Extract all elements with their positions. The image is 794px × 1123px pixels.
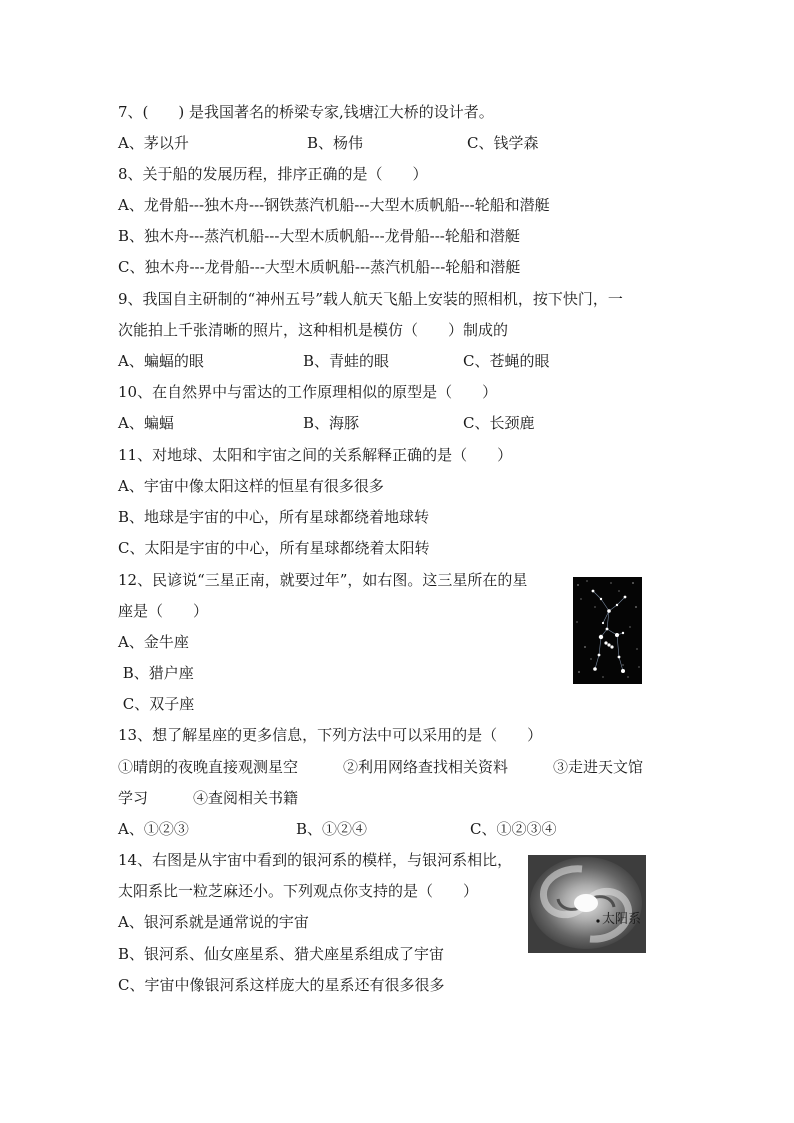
question-9-option-c: C、苍蝇的眼 (463, 352, 550, 370)
question-9-stem-line2: 次能拍上千张清晰的照片，这种相机是模仿（ ）制成的 (118, 321, 509, 339)
question-14-option-a: A、银河系就是通常说的宇宙 (118, 913, 309, 931)
question-13-option-a: A、①②③ (118, 820, 189, 838)
solar-system-label: 太阳系 (602, 912, 642, 927)
question-13-stem: 13、想了解星座的更多信息，下列方法中可以采用的是（ ） (118, 726, 543, 744)
question-14-stem-line1: 14、右图是从宇宙中看到的银河系的模样，与银河系相比， (118, 851, 513, 869)
constellation-stars (573, 577, 642, 684)
question-14-option-b: B、银河系、仙女座星系、猎犬座星系组成了宇宙 (118, 945, 445, 963)
question-12-stem-line2: 座是（ ） (118, 602, 209, 620)
question-12-option-b: B、猎户座 (118, 664, 194, 682)
question-7-option-a: A、茅以升 (118, 134, 189, 152)
question-13-methods-line1: ①晴朗的夜晚直接观测星空 ②利用网络查找相关资料 ③走进天文馆 (118, 758, 644, 776)
question-11-stem: 11、对地球、太阳和宇宙之间的关系解释正确的是（ ） (118, 446, 513, 464)
question-12-option-c: C、双子座 (118, 695, 195, 713)
question-8-option-a: A、龙骨船---独木舟---钢铁蒸汽机船---大型木质帆船---轮船和潜艇 (118, 196, 550, 214)
question-14-stem-line2: 太阳系比一粒芝麻还小。下列观点你支持的是（ ） (118, 882, 479, 900)
question-13-option-b: B、①②④ (296, 820, 368, 838)
question-12-stem-line1: 12、民谚说“三星正南，就要过年”，如右图。这三星所在的星 (118, 571, 528, 589)
question-8-option-c: C、独木舟---龙骨船---大型木质帆船---蒸汽机船---轮船和潜艇 (118, 258, 521, 276)
question-7-option-c: C、钱学森 (467, 134, 539, 152)
question-12-option-a: A、金牛座 (118, 633, 189, 651)
orion-constellation-image (573, 577, 642, 684)
galaxy-spiral (528, 855, 646, 953)
milky-way-galaxy-image (528, 855, 646, 953)
question-13-methods-line2: 学习 ④查阅相关书籍 (118, 789, 299, 807)
question-11-option-b: B、地球是宇宙的中心，所有星球都绕着地球转 (118, 508, 430, 526)
question-9-option-a: A、蝙蝠的眼 (118, 352, 204, 370)
question-11-option-a: A、宇宙中像太阳这样的恒星有很多很多 (118, 477, 384, 495)
question-8-stem: 8、关于船的发展历程，排序正确的是（ ） (118, 165, 428, 183)
question-9-option-b: B、青蛙的眼 (303, 352, 390, 370)
question-7-stem: 7、( ) 是我国著名的桥梁专家,钱塘江大桥的设计者。 (118, 103, 494, 121)
question-11-option-c: C、太阳是宇宙的中心，所有星球都绕着太阳转 (118, 539, 430, 557)
question-7-option-b: B、杨伟 (307, 134, 364, 152)
question-9-stem-line1: 9、我国自主研制的“神州五号”载人航天飞船上安装的照相机，按下快门，一 (118, 290, 623, 308)
question-13-option-c: C、①②③④ (470, 820, 557, 838)
question-10-option-b: B、海豚 (303, 414, 360, 432)
question-10-option-c: C、长颈鹿 (463, 414, 535, 432)
question-10-option-a: A、蝙蝠 (118, 414, 174, 432)
question-8-option-b: B、独木舟---蒸汽机船---大型木质帆船---龙骨船---轮船和潜艇 (118, 227, 520, 245)
question-10-stem: 10、在自然界中与雷达的工作原理相似的原型是（ ） (118, 383, 498, 401)
question-14-option-c: C、宇宙中像银河系这样庞大的星系还有很多很多 (118, 976, 445, 994)
